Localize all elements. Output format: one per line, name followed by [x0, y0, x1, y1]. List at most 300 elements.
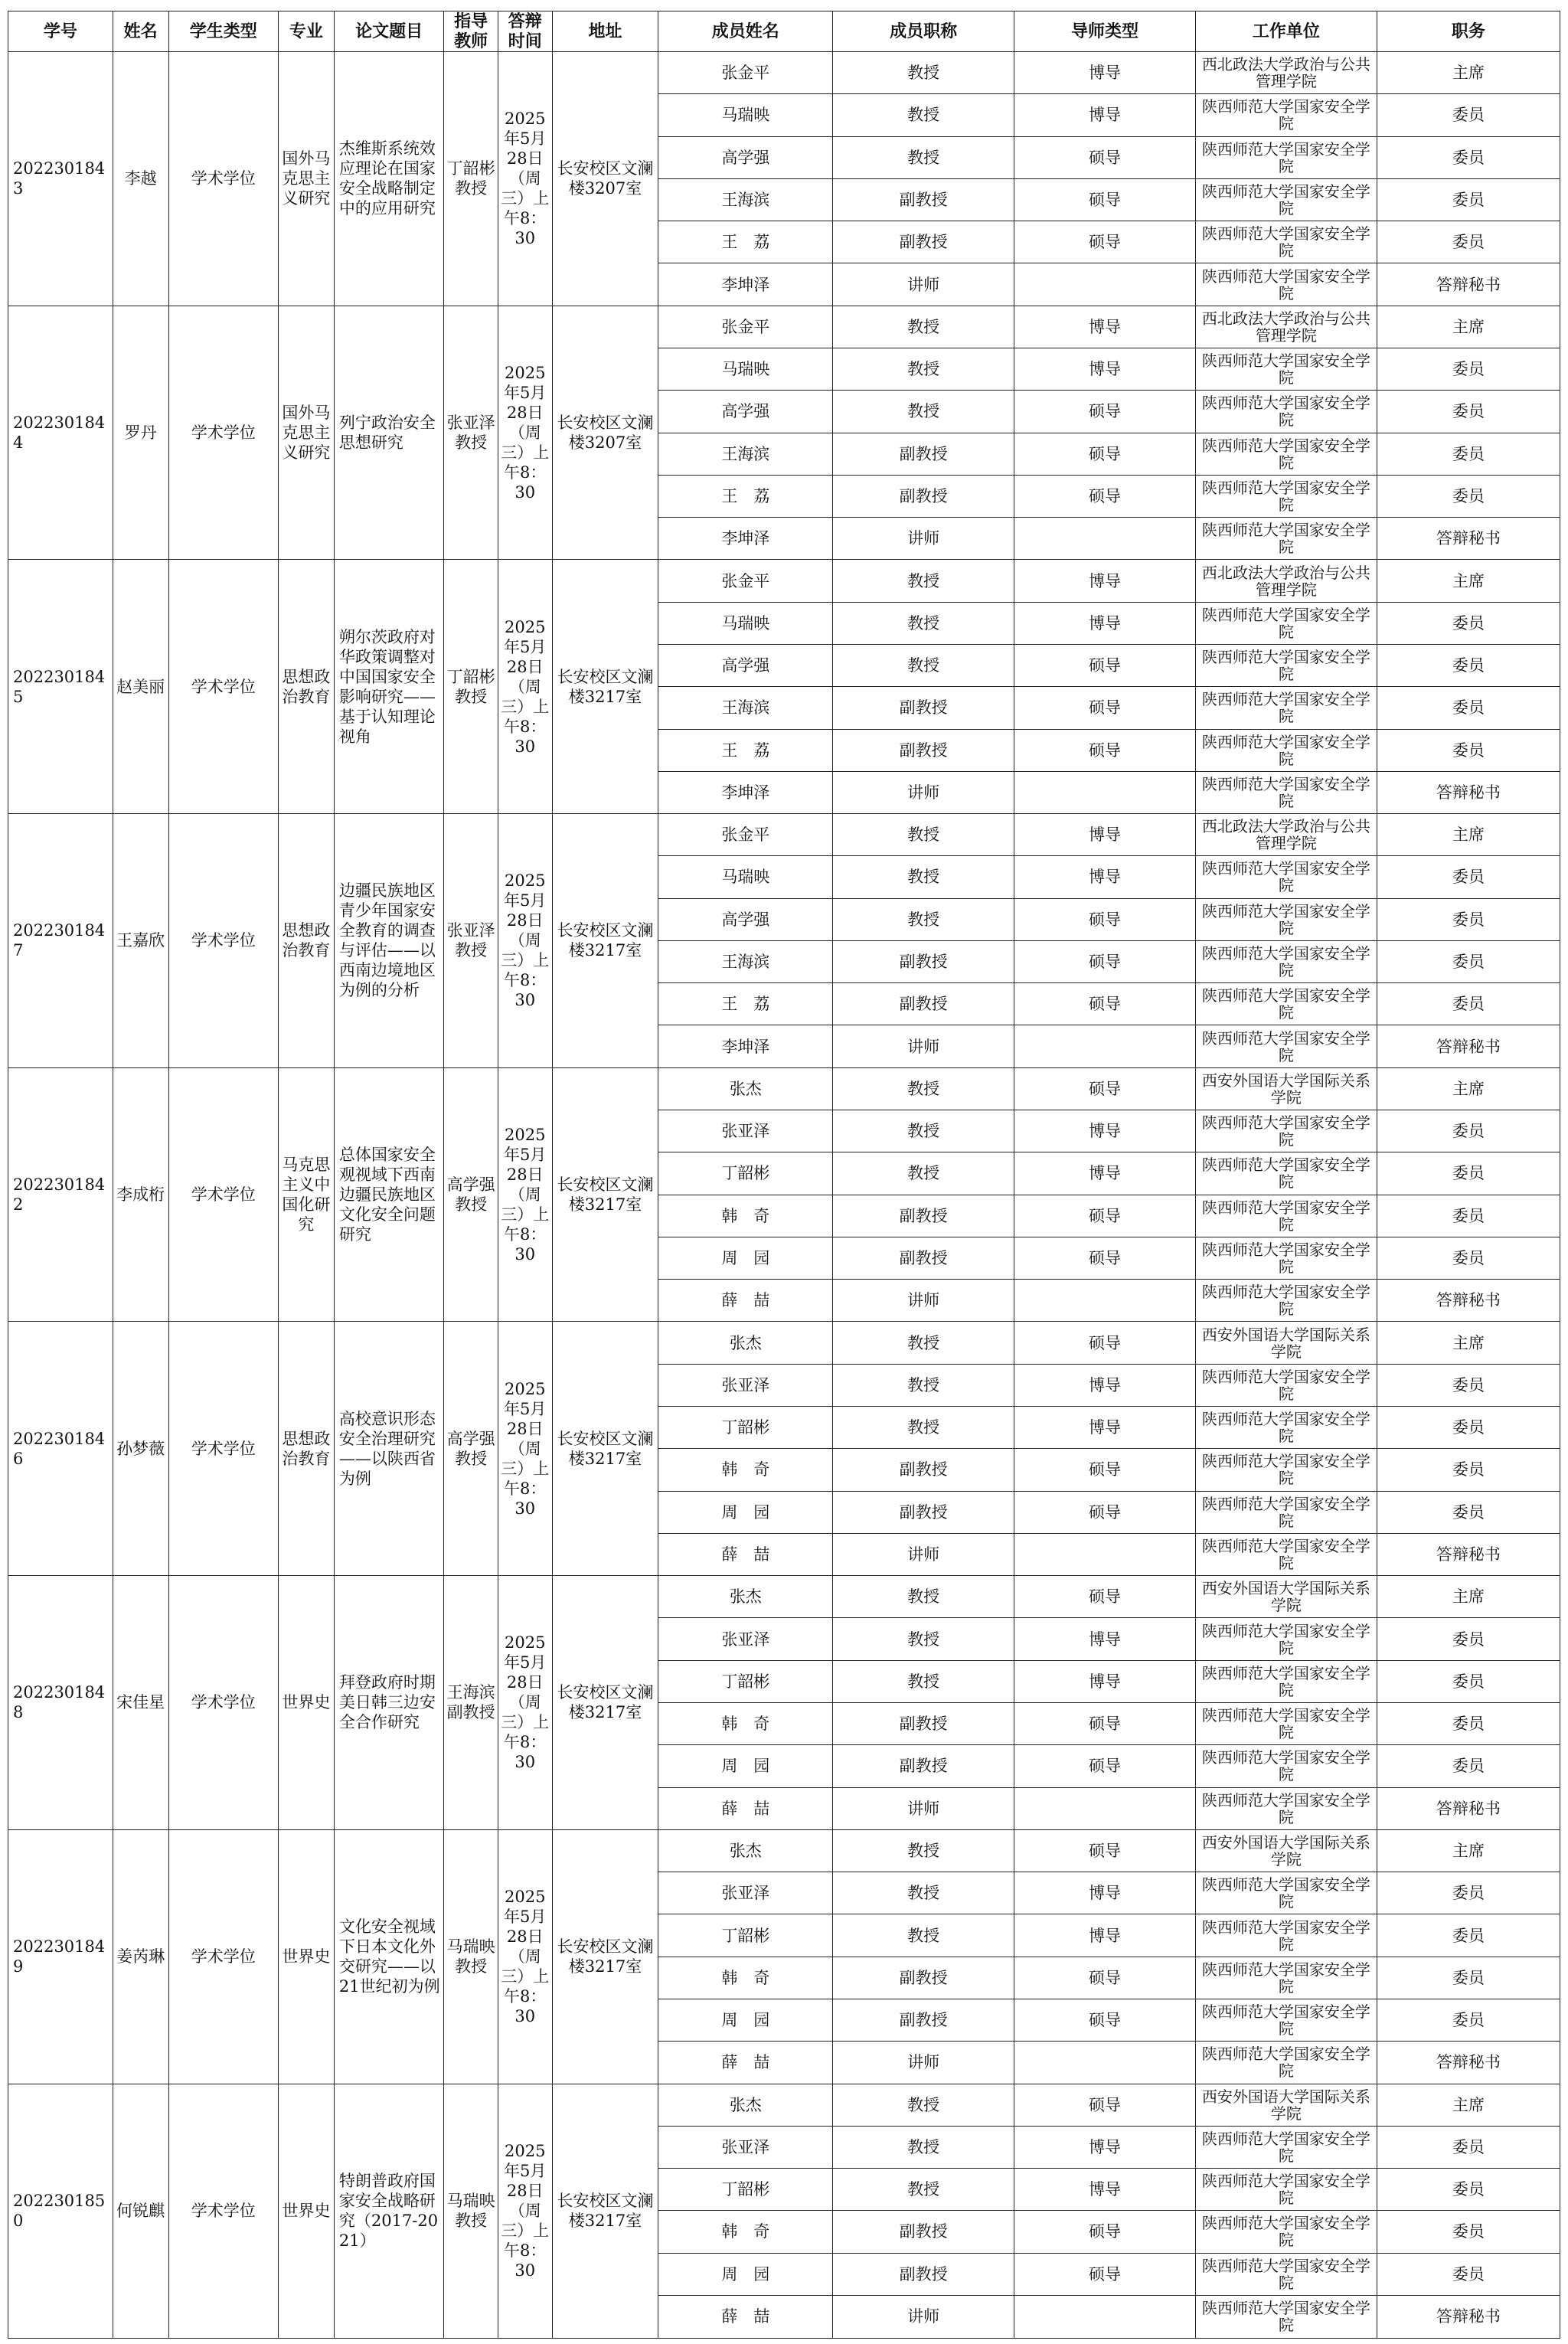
- supervisor-type-cell: 硕导: [1014, 1322, 1196, 1364]
- duty-cell: 答辩秘书: [1377, 263, 1560, 306]
- supervisor-type-cell: 硕导: [1014, 475, 1196, 517]
- supervisor-type-cell: 硕导: [1014, 1576, 1196, 1618]
- thesis-title-cell: 朔尔茨政府对华政策调整对中国国家安全影响研究——基于认知理论视角: [334, 560, 443, 814]
- advisor-cell: 高学强教授: [444, 1067, 498, 1322]
- thesis-title-cell: 杰维斯系统效应理论在国家安全战略制定中的应用研究: [334, 52, 443, 306]
- work-unit-cell: 西北政法大学政治与公共管理学院: [1195, 560, 1377, 602]
- member-title-cell: 副教授: [833, 687, 1014, 729]
- member-title-cell: 讲师: [833, 518, 1014, 560]
- member-name-cell: 马瑞映: [658, 348, 833, 390]
- member-name-cell: 韩 奇: [658, 1195, 833, 1237]
- duty-cell: 委员: [1377, 1872, 1560, 1914]
- member-name-cell: 周 园: [658, 1745, 833, 1787]
- duty-cell: 委员: [1377, 687, 1560, 729]
- work-unit-cell: 陕西师范大学国家安全学院: [1195, 391, 1377, 433]
- supervisor-type-cell: 博导: [1014, 94, 1196, 136]
- member-name-cell: 张杰: [658, 1576, 833, 1618]
- defense-time-cell: 2025年5月28日（周三）上午8：30: [498, 306, 552, 560]
- member-title-cell: 教授: [833, 1872, 1014, 1914]
- duty-cell: 委员: [1377, 1449, 1560, 1491]
- table-row: [8, 814, 1560, 856]
- member-title-cell: 教授: [833, 1914, 1014, 1957]
- work-unit-cell: 陕西师范大学国家安全学院: [1195, 1025, 1377, 1067]
- member-name-cell: 张亚泽: [658, 1110, 833, 1152]
- duty-cell: 委员: [1377, 348, 1560, 390]
- supervisor-type-cell: 硕导: [1014, 940, 1196, 982]
- work-unit-cell: 西北政法大学政治与公共管理学院: [1195, 52, 1377, 94]
- supervisor-type-cell: 硕导: [1014, 1829, 1196, 1872]
- member-title-cell: 讲师: [833, 771, 1014, 813]
- header-member-name: 成员姓名: [658, 11, 833, 52]
- defense-time-cell: 2025年5月28日（周三）上午8：30: [498, 814, 552, 1068]
- supervisor-type-cell: 硕导: [1014, 221, 1196, 263]
- work-unit-cell: 陕西师范大学国家安全学院: [1195, 898, 1377, 940]
- work-unit-cell: 陕西师范大学国家安全学院: [1195, 1618, 1377, 1660]
- student-id-cell: 2022301850: [8, 2084, 113, 2339]
- member-name-cell: 马瑞映: [658, 602, 833, 644]
- member-name-cell: 马瑞映: [658, 94, 833, 136]
- advisor-cell: 丁韶彬教授: [444, 52, 498, 306]
- supervisor-type-cell: [1014, 1787, 1196, 1829]
- supervisor-type-cell: [1014, 1533, 1196, 1575]
- duty-cell: 委员: [1377, 940, 1560, 982]
- supervisor-type-cell: 硕导: [1014, 2253, 1196, 2295]
- student-id-cell: 2022301847: [8, 814, 113, 1068]
- member-name-cell: 丁韶彬: [658, 1660, 833, 1702]
- student-id-cell: 2022301849: [8, 1829, 113, 2084]
- student-id-cell: 2022301844: [8, 306, 113, 560]
- location-cell: 长安校区文澜楼3217室: [552, 1322, 658, 1576]
- duty-cell: 委员: [1377, 1745, 1560, 1787]
- student-type-cell: 学术学位: [168, 1576, 278, 1830]
- member-title-cell: 副教授: [833, 1999, 1014, 2041]
- major-cell: 马克思主义中国化研究: [278, 1067, 334, 1322]
- student-type-cell: 学术学位: [168, 560, 278, 814]
- supervisor-type-cell: 硕导: [1014, 1745, 1196, 1787]
- defense-time-cell: 2025年5月28日（周三）上午8：30: [498, 1322, 552, 1576]
- supervisor-type-cell: 博导: [1014, 306, 1196, 348]
- member-name-cell: 张金平: [658, 52, 833, 94]
- work-unit-cell: 陕西师范大学国家安全学院: [1195, 983, 1377, 1025]
- member-title-cell: 教授: [833, 2169, 1014, 2211]
- supervisor-type-cell: 博导: [1014, 1618, 1196, 1660]
- work-unit-cell: 陕西师范大学国家安全学院: [1195, 1745, 1377, 1787]
- major-cell: 国外马克思主义研究: [278, 52, 334, 306]
- duty-cell: 委员: [1377, 1618, 1560, 1660]
- supervisor-type-cell: 博导: [1014, 602, 1196, 644]
- duty-cell: 主席: [1377, 1322, 1560, 1364]
- duty-cell: 委员: [1377, 136, 1560, 178]
- work-unit-cell: 陕西师范大学国家安全学院: [1195, 1872, 1377, 1914]
- work-unit-cell: 西安外国语大学国际关系学院: [1195, 2084, 1377, 2126]
- work-unit-cell: 陕西师范大学国家安全学院: [1195, 1195, 1377, 1237]
- member-title-cell: 副教授: [833, 2253, 1014, 2295]
- supervisor-type-cell: 博导: [1014, 856, 1196, 898]
- member-name-cell: 周 园: [658, 1491, 833, 1533]
- supervisor-type-cell: [1014, 518, 1196, 560]
- work-unit-cell: 陕西师范大学国家安全学院: [1195, 1914, 1377, 1957]
- member-title-cell: 副教授: [833, 1195, 1014, 1237]
- work-unit-cell: 陕西师范大学国家安全学院: [1195, 1702, 1377, 1744]
- work-unit-cell: 陕西师范大学国家安全学院: [1195, 644, 1377, 686]
- member-name-cell: 韩 奇: [658, 2211, 833, 2253]
- duty-cell: 委员: [1377, 1702, 1560, 1744]
- work-unit-cell: 陕西师范大学国家安全学院: [1195, 136, 1377, 178]
- duty-cell: 答辩秘书: [1377, 1280, 1560, 1322]
- member-title-cell: 副教授: [833, 475, 1014, 517]
- major-cell: 世界史: [278, 1576, 334, 1830]
- duty-cell: 主席: [1377, 306, 1560, 348]
- location-cell: 长安校区文澜楼3217室: [552, 814, 658, 1068]
- duty-cell: 委员: [1377, 1660, 1560, 1702]
- member-title-cell: 讲师: [833, 2042, 1014, 2084]
- member-name-cell: 薛 喆: [658, 1533, 833, 1575]
- supervisor-type-cell: 硕导: [1014, 136, 1196, 178]
- work-unit-cell: 陕西师范大学国家安全学院: [1195, 1957, 1377, 1999]
- duty-cell: 主席: [1377, 1576, 1560, 1618]
- defense-time-cell: 2025年5月28日（周三）上午8：30: [498, 52, 552, 306]
- member-name-cell: 王 荔: [658, 221, 833, 263]
- member-name-cell: 薛 喆: [658, 2295, 833, 2338]
- student-type-cell: 学术学位: [168, 1829, 278, 2084]
- duty-cell: 委员: [1377, 602, 1560, 644]
- advisor-cell: 王海滨副教授: [444, 1576, 498, 1830]
- duty-cell: 答辩秘书: [1377, 1533, 1560, 1575]
- work-unit-cell: 陕西师范大学国家安全学院: [1195, 940, 1377, 982]
- thesis-title-cell: 总体国家安全观视域下西南边疆民族地区文化安全问题研究: [334, 1067, 443, 1322]
- member-title-cell: 副教授: [833, 1957, 1014, 1999]
- work-unit-cell: 西安外国语大学国际关系学院: [1195, 1067, 1377, 1110]
- duty-cell: 委员: [1377, 1110, 1560, 1152]
- duty-cell: 委员: [1377, 1914, 1560, 1957]
- header-member-title: 成员职称: [833, 11, 1014, 52]
- member-title-cell: 教授: [833, 1067, 1014, 1110]
- member-name-cell: 韩 奇: [658, 1449, 833, 1491]
- location-cell: 长安校区文澜楼3207室: [552, 306, 658, 560]
- duty-cell: 主席: [1377, 814, 1560, 856]
- location-cell: 长安校区文澜楼3217室: [552, 1067, 658, 1322]
- student-id-cell: 2022301845: [8, 560, 113, 814]
- member-title-cell: 讲师: [833, 1533, 1014, 1575]
- work-unit-cell: 陕西师范大学国家安全学院: [1195, 2042, 1377, 2084]
- member-name-cell: 薛 喆: [658, 2042, 833, 2084]
- major-cell: 思想政治教育: [278, 814, 334, 1068]
- thesis-title-cell: 特朗普政府国家安全战略研究（2017-2021）: [334, 2084, 443, 2339]
- table-row: [8, 1829, 1560, 1872]
- member-name-cell: 王海滨: [658, 687, 833, 729]
- member-name-cell: 薛 喆: [658, 1280, 833, 1322]
- table-row: [8, 1067, 1560, 1110]
- member-name-cell: 马瑞映: [658, 856, 833, 898]
- member-title-cell: 教授: [833, 1364, 1014, 1406]
- thesis-title-cell: 拜登政府时期美日韩三边安全合作研究: [334, 1576, 443, 1830]
- supervisor-type-cell: [1014, 771, 1196, 813]
- advisor-cell: 马瑞映教授: [444, 1829, 498, 2084]
- table-row: [8, 306, 1560, 348]
- supervisor-type-cell: [1014, 2042, 1196, 2084]
- duty-cell: 委员: [1377, 2253, 1560, 2295]
- member-title-cell: 副教授: [833, 178, 1014, 221]
- supervisor-type-cell: 博导: [1014, 814, 1196, 856]
- member-title-cell: 教授: [833, 814, 1014, 856]
- supervisor-type-cell: 硕导: [1014, 1449, 1196, 1491]
- member-title-cell: 副教授: [833, 1491, 1014, 1533]
- header-defense-time: 答辩时间: [498, 11, 552, 52]
- duty-cell: 答辩秘书: [1377, 2042, 1560, 2084]
- work-unit-cell: 陕西师范大学国家安全学院: [1195, 518, 1377, 560]
- duty-cell: 委员: [1377, 221, 1560, 263]
- member-title-cell: 讲师: [833, 2295, 1014, 2338]
- member-title-cell: 讲师: [833, 1787, 1014, 1829]
- member-name-cell: 丁韶彬: [658, 1152, 833, 1195]
- student-type-cell: 学术学位: [168, 52, 278, 306]
- supervisor-type-cell: 博导: [1014, 1110, 1196, 1152]
- duty-cell: 主席: [1377, 1067, 1560, 1110]
- supervisor-type-cell: 博导: [1014, 1407, 1196, 1449]
- member-name-cell: 周 园: [658, 1999, 833, 2041]
- supervisor-type-cell: 硕导: [1014, 391, 1196, 433]
- member-title-cell: 教授: [833, 560, 1014, 602]
- student-name-cell: 李成桁: [113, 1067, 168, 1322]
- work-unit-cell: 西北政法大学政治与公共管理学院: [1195, 814, 1377, 856]
- member-name-cell: 张亚泽: [658, 1872, 833, 1914]
- supervisor-type-cell: [1014, 1025, 1196, 1067]
- member-name-cell: 高学强: [658, 391, 833, 433]
- supervisor-type-cell: 硕导: [1014, 898, 1196, 940]
- member-name-cell: 高学强: [658, 644, 833, 686]
- supervisor-type-cell: 博导: [1014, 348, 1196, 390]
- member-title-cell: 教授: [833, 602, 1014, 644]
- student-id-cell: 2022301842: [8, 1067, 113, 1322]
- member-title-cell: 教授: [833, 898, 1014, 940]
- member-title-cell: 教授: [833, 856, 1014, 898]
- duty-cell: 委员: [1377, 856, 1560, 898]
- student-name-cell: 何锐麒: [113, 2084, 168, 2339]
- duty-cell: 委员: [1377, 1407, 1560, 1449]
- supervisor-type-cell: 硕导: [1014, 1491, 1196, 1533]
- advisor-cell: 张亚泽教授: [444, 814, 498, 1068]
- header-student-type: 学生类型: [168, 11, 278, 52]
- member-title-cell: 教授: [833, 306, 1014, 348]
- work-unit-cell: 西安外国语大学国际关系学院: [1195, 1322, 1377, 1364]
- header-student-id: 学号: [8, 11, 113, 52]
- header-work-unit: 工作单位: [1195, 11, 1377, 52]
- member-name-cell: 张杰: [658, 2084, 833, 2126]
- advisor-cell: 丁韶彬教授: [444, 560, 498, 814]
- member-title-cell: 教授: [833, 94, 1014, 136]
- location-cell: 长安校区文澜楼3217室: [552, 1829, 658, 2084]
- supervisor-type-cell: 博导: [1014, 560, 1196, 602]
- member-name-cell: 李坤泽: [658, 263, 833, 306]
- work-unit-cell: 陕西师范大学国家安全学院: [1195, 348, 1377, 390]
- student-name-cell: 姜芮琳: [113, 1829, 168, 2084]
- student-type-cell: 学术学位: [168, 1067, 278, 1322]
- work-unit-cell: 陕西师范大学国家安全学院: [1195, 1407, 1377, 1449]
- defense-time-cell: 2025年5月28日（周三）上午8：30: [498, 1829, 552, 2084]
- member-title-cell: 教授: [833, 1152, 1014, 1195]
- work-unit-cell: 陕西师范大学国家安全学院: [1195, 1660, 1377, 1702]
- student-id-cell: 2022301848: [8, 1576, 113, 1830]
- header-major: 专业: [278, 11, 334, 52]
- member-name-cell: 李坤泽: [658, 518, 833, 560]
- table-row: [8, 1576, 1560, 1618]
- duty-cell: 主席: [1377, 52, 1560, 94]
- duty-cell: 委员: [1377, 1491, 1560, 1533]
- member-name-cell: 韩 奇: [658, 1957, 833, 1999]
- work-unit-cell: 陕西师范大学国家安全学院: [1195, 729, 1377, 771]
- work-unit-cell: 陕西师范大学国家安全学院: [1195, 771, 1377, 813]
- major-cell: 世界史: [278, 2084, 334, 2339]
- member-name-cell: 张亚泽: [658, 1618, 833, 1660]
- thesis-title-cell: 高校意识形态安全治理研究——以陕西省为例: [334, 1322, 443, 1576]
- work-unit-cell: 陕西师范大学国家安全学院: [1195, 1533, 1377, 1575]
- student-name-cell: 王嘉欣: [113, 814, 168, 1068]
- member-name-cell: 张金平: [658, 560, 833, 602]
- member-title-cell: 讲师: [833, 263, 1014, 306]
- work-unit-cell: 陕西师范大学国家安全学院: [1195, 1999, 1377, 2041]
- member-title-cell: 讲师: [833, 1025, 1014, 1067]
- member-name-cell: 张亚泽: [658, 2126, 833, 2168]
- duty-cell: 委员: [1377, 898, 1560, 940]
- work-unit-cell: 西安外国语大学国际关系学院: [1195, 1576, 1377, 1618]
- work-unit-cell: 陕西师范大学国家安全学院: [1195, 1787, 1377, 1829]
- table-row: [8, 1322, 1560, 1364]
- member-title-cell: 教授: [833, 644, 1014, 686]
- member-title-cell: 副教授: [833, 1745, 1014, 1787]
- supervisor-type-cell: 博导: [1014, 52, 1196, 94]
- supervisor-type-cell: 硕导: [1014, 1237, 1196, 1279]
- defense-time-cell: 2025年5月28日（周三）上午8：30: [498, 560, 552, 814]
- member-title-cell: 教授: [833, 1322, 1014, 1364]
- duty-cell: 委员: [1377, 2126, 1560, 2168]
- advisor-cell: 高学强教授: [444, 1322, 498, 1576]
- member-title-cell: 教授: [833, 1618, 1014, 1660]
- work-unit-cell: 陕西师范大学国家安全学院: [1195, 1449, 1377, 1491]
- duty-cell: 委员: [1377, 1195, 1560, 1237]
- member-title-cell: 副教授: [833, 1449, 1014, 1491]
- major-cell: 国外马克思主义研究: [278, 306, 334, 560]
- supervisor-type-cell: 博导: [1014, 2126, 1196, 2168]
- duty-cell: 委员: [1377, 475, 1560, 517]
- duty-cell: 委员: [1377, 1237, 1560, 1279]
- location-cell: 长安校区文澜楼3217室: [552, 560, 658, 814]
- member-title-cell: 副教授: [833, 940, 1014, 982]
- defense-schedule-table: [8, 11, 1560, 2339]
- duty-cell: 委员: [1377, 644, 1560, 686]
- location-cell: 长安校区文澜楼3217室: [552, 1576, 658, 1830]
- duty-cell: 委员: [1377, 729, 1560, 771]
- member-name-cell: 韩 奇: [658, 1702, 833, 1744]
- supervisor-type-cell: 博导: [1014, 1660, 1196, 1702]
- major-cell: 思想政治教育: [278, 560, 334, 814]
- member-title-cell: 副教授: [833, 729, 1014, 771]
- member-title-cell: 教授: [833, 136, 1014, 178]
- supervisor-type-cell: 硕导: [1014, 433, 1196, 475]
- header-thesis-title: 论文题目: [334, 11, 443, 52]
- supervisor-type-cell: 博导: [1014, 2169, 1196, 2211]
- supervisor-type-cell: 硕导: [1014, 1702, 1196, 1744]
- duty-cell: 委员: [1377, 391, 1560, 433]
- member-name-cell: 薛 喆: [658, 1787, 833, 1829]
- header-advisor: 指导教师: [444, 11, 498, 52]
- thesis-title-cell: 列宁政治安全思想研究: [334, 306, 443, 560]
- duty-cell: 主席: [1377, 2084, 1560, 2126]
- duty-cell: 委员: [1377, 2211, 1560, 2253]
- work-unit-cell: 陕西师范大学国家安全学院: [1195, 687, 1377, 729]
- member-name-cell: 王海滨: [658, 178, 833, 221]
- supervisor-type-cell: 硕导: [1014, 1195, 1196, 1237]
- supervisor-type-cell: 硕导: [1014, 729, 1196, 771]
- member-name-cell: 周 园: [658, 2253, 833, 2295]
- defense-time-cell: 2025年5月28日（周三）上午8：30: [498, 1067, 552, 1322]
- supervisor-type-cell: 硕导: [1014, 2084, 1196, 2126]
- supervisor-type-cell: 硕导: [1014, 178, 1196, 221]
- duty-cell: 委员: [1377, 1152, 1560, 1195]
- supervisor-type-cell: [1014, 263, 1196, 306]
- defense-time-cell: 2025年5月28日（周三）上午8：30: [498, 2084, 552, 2339]
- member-name-cell: 张亚泽: [658, 1364, 833, 1406]
- work-unit-cell: 陕西师范大学国家安全学院: [1195, 1110, 1377, 1152]
- supervisor-type-cell: 硕导: [1014, 687, 1196, 729]
- work-unit-cell: 陕西师范大学国家安全学院: [1195, 2295, 1377, 2338]
- duty-cell: 主席: [1377, 560, 1560, 602]
- duty-cell: 委员: [1377, 433, 1560, 475]
- supervisor-type-cell: [1014, 2295, 1196, 2338]
- work-unit-cell: 陕西师范大学国家安全学院: [1195, 94, 1377, 136]
- student-id-cell: 2022301843: [8, 52, 113, 306]
- work-unit-cell: 陕西师范大学国家安全学院: [1195, 602, 1377, 644]
- header-location: 地址: [552, 11, 658, 52]
- advisor-cell: 马瑞映教授: [444, 2084, 498, 2339]
- member-title-cell: 副教授: [833, 221, 1014, 263]
- work-unit-cell: 陕西师范大学国家安全学院: [1195, 2126, 1377, 2168]
- member-name-cell: 张金平: [658, 814, 833, 856]
- table-row: [8, 560, 1560, 602]
- defense-time-cell: 2025年5月28日（周三）上午8：30: [498, 1576, 552, 1830]
- duty-cell: 答辩秘书: [1377, 1025, 1560, 1067]
- supervisor-type-cell: 博导: [1014, 1872, 1196, 1914]
- header-name: 姓名: [113, 11, 168, 52]
- work-unit-cell: 陕西师范大学国家安全学院: [1195, 1237, 1377, 1279]
- member-title-cell: 教授: [833, 1110, 1014, 1152]
- duty-cell: 委员: [1377, 1364, 1560, 1406]
- table-row: [8, 2084, 1560, 2126]
- duty-cell: 委员: [1377, 178, 1560, 221]
- member-name-cell: 张杰: [658, 1322, 833, 1364]
- member-name-cell: 王 荔: [658, 729, 833, 771]
- member-title-cell: 副教授: [833, 2211, 1014, 2253]
- member-title-cell: 教授: [833, 348, 1014, 390]
- header-supervisor-type: 导师类型: [1014, 11, 1196, 52]
- student-name-cell: 赵美丽: [113, 560, 168, 814]
- supervisor-type-cell: 博导: [1014, 1364, 1196, 1406]
- member-title-cell: 教授: [833, 391, 1014, 433]
- member-name-cell: 王 荔: [658, 983, 833, 1025]
- header-duty: 职务: [1377, 11, 1560, 52]
- major-cell: 思想政治教育: [278, 1322, 334, 1576]
- work-unit-cell: 陕西师范大学国家安全学院: [1195, 178, 1377, 221]
- member-title-cell: 副教授: [833, 433, 1014, 475]
- work-unit-cell: 西北政法大学政治与公共管理学院: [1195, 306, 1377, 348]
- duty-cell: 委员: [1377, 1999, 1560, 2041]
- supervisor-type-cell: 硕导: [1014, 2211, 1196, 2253]
- duty-cell: 委员: [1377, 94, 1560, 136]
- duty-cell: 答辩秘书: [1377, 1787, 1560, 1829]
- member-name-cell: 王 荔: [658, 475, 833, 517]
- location-cell: 长安校区文澜楼3217室: [552, 2084, 658, 2339]
- member-name-cell: 李坤泽: [658, 771, 833, 813]
- student-name-cell: 孙梦薇: [113, 1322, 168, 1576]
